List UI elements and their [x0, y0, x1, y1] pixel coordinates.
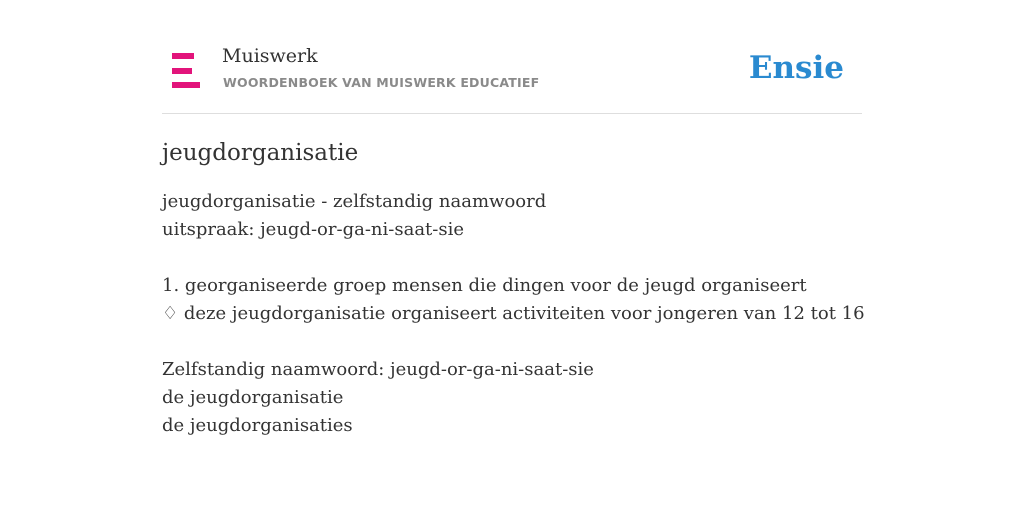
spacer: [162, 244, 862, 272]
site-subtitle: WOORDENBOEK VAN MUISWERK EDUCATIEF: [223, 75, 540, 90]
muiswerk-logo-icon[interactable]: [172, 53, 200, 89]
entry-title: jeugdorganisatie: [162, 140, 359, 166]
grammar-heading: Zelfstandig naamwoord: jeugd-or-ga-ni-saat-sie: [162, 359, 594, 380]
definition-line: 1. georganiseerde groep mensen die dingen voor de jeugd organiseert: [162, 275, 807, 296]
entry-content: [162, 135, 865, 440]
header: [162, 40, 862, 114]
example-line: ♢ deze jeugdorganisatie organiseert activiteiten voor jongeren van 12 tot 16: [162, 303, 865, 324]
logo-bar-bottom: [172, 82, 200, 88]
word-type-line: jeugdorganisatie - zelfstandig naamwoord: [162, 191, 547, 212]
logo-bar-top: [172, 53, 194, 59]
logo-bar-middle: [172, 68, 192, 74]
pronunciation-line: uitspraak: jeugd-or-ga-ni-saat-sie: [162, 219, 465, 240]
ensie-logo-link[interactable]: Ensie: [748, 50, 844, 86]
spacer: [162, 328, 862, 356]
plural-form: de jeugdorganisaties: [162, 415, 353, 436]
entry-body: [162, 188, 865, 440]
site-name[interactable]: Muiswerk: [222, 45, 318, 67]
singular-form: de jeugdorganisatie: [162, 387, 344, 408]
